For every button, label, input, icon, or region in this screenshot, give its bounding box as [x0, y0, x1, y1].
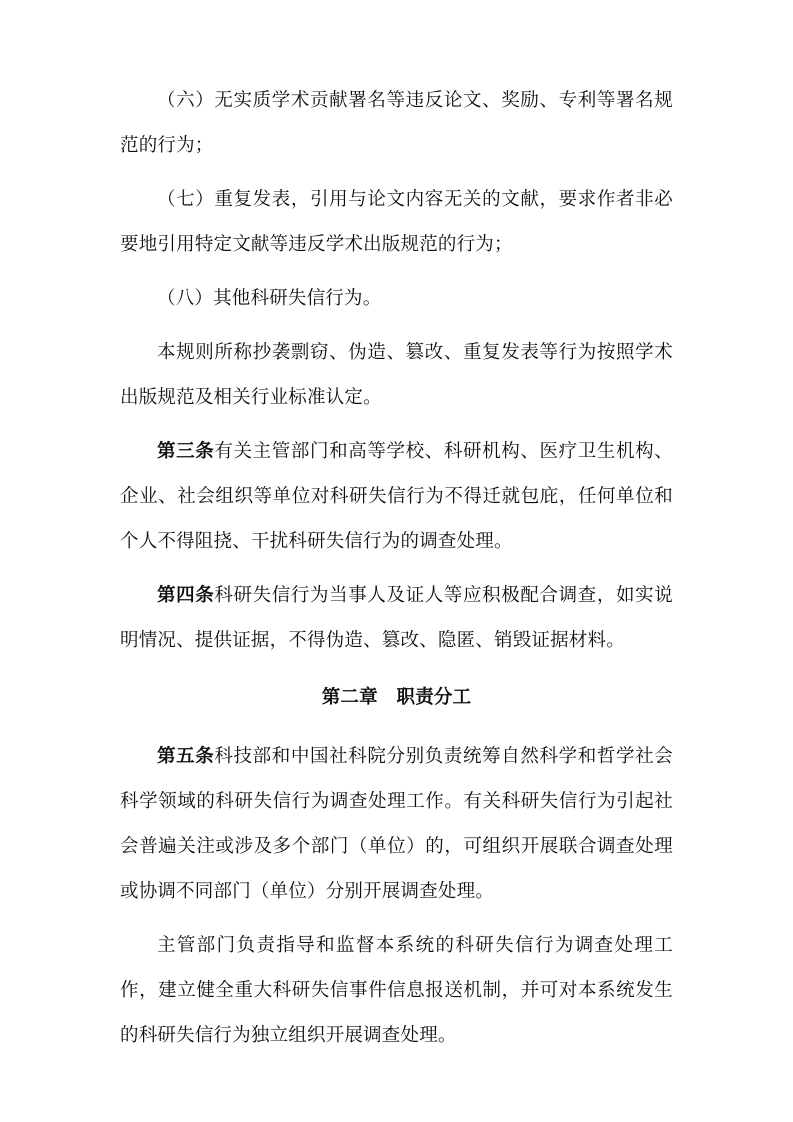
article-label: 第三条 [157, 441, 215, 462]
paragraph-text: （六）无实质学术贡献署名等违反论文、奖励、专利等署名规范的行为； [120, 90, 673, 156]
paragraph-text: （七）重复发表，引用与论文内容无关的文献，要求作者非必要地引用特定文献等违反学术出版规范的行为； [120, 189, 673, 255]
document-body [120, 78, 673, 1058]
paragraph-text: 科技部和中国社科院分别负责统筹自然科学和哲学社会科学领域的科研失信行为调查处理工作。有关科研失信行为引起社会普遍关注或涉及多个部门（单位）的，可组织开展联合调查处理或协调不同部门（单位）分别开展调查处理。 [120, 746, 673, 902]
paragraph-text: 有关主管部门和高等学校、科研机构、医疗卫生机构、企业、社会组织等单位对科研失信行为不得迁就包庇，任何单位和个人不得阻挠、干扰科研失信行为的调查处理。 [120, 441, 673, 552]
article-label: 第五条 [157, 746, 215, 767]
paragraph-text: （八）其他科研失信行为。 [157, 288, 382, 309]
paragraph-definition-note [120, 330, 673, 420]
paragraph-supervision [120, 923, 673, 1058]
paragraph-article-3 [120, 429, 673, 564]
paragraph-article-4 [120, 573, 673, 663]
paragraph-item-6 [120, 78, 673, 168]
paragraph-text: 主管部门负责指导和监督本系统的科研失信行为调查处理工作，建立健全重大科研失信事件信息报送机制，并可对本系统发生的科研失信行为独立组织开展调查处理。 [120, 935, 673, 1046]
paragraph-text: 本规则所称抄袭剽窃、伪造、篡改、重复发表等行为按照学术出版规范及相关行业标准认定。 [120, 342, 673, 408]
paragraph-article-5 [120, 734, 673, 914]
article-label: 第四条 [157, 585, 215, 606]
chapter-heading: 第二章 职责分工 [321, 687, 472, 708]
paragraph-item-7 [120, 177, 673, 267]
paragraph-item-8 [120, 276, 673, 321]
paragraph-text: 科研失信行为当事人及证人等应积极配合调查，如实说明情况、提供证据，不得伪造、篡改、隐匿、销毁证据材料。 [120, 585, 673, 651]
